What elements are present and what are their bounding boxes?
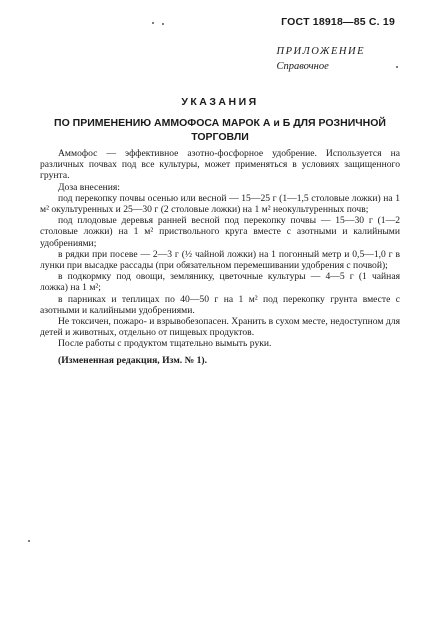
title-block xyxy=(40,96,400,144)
appendix-note: Справочное xyxy=(276,61,329,72)
paragraph: под перекопку почвы осенью или весной — 15—25 г (1—1,5 столовые ложки) на 1 м² окультуренных и 25—30 г (2 столовые ложки) на 1 м² неокультуренных почв; xyxy=(40,192,400,216)
document-body xyxy=(40,148,400,366)
appendix-label: ПРИЛОЖЕНИЕ xyxy=(276,46,365,57)
appendix-block xyxy=(277,44,366,74)
scan-speck xyxy=(28,540,30,542)
page-title: УКАЗАНИЯ xyxy=(181,96,259,108)
scan-speck xyxy=(162,23,164,25)
page-subtitle: ПО ПРИМЕНЕНИЮ АММОФОСА МАРОК А и Б ДЛЯ РОЗНИЧНОЙ ТОРГОВЛИ xyxy=(54,117,386,143)
paragraph: в рядки при посеве — 2—3 г (½ чайной ложки) на 1 погонный метр и 0,5—1,0 г в лунки при высадке рассады (при обязательном перемешивании удобрения с почвой); xyxy=(40,248,400,272)
paragraph: в подкормку под овощи, землянику, цветочные культуры — 4—5 г (1 чайная ложка) на 1 м²; xyxy=(40,271,400,294)
scan-speck xyxy=(396,66,398,68)
paragraph: под плодовые деревья ранней весной под перекопку почвы — 15—30 г (1—2 столовые ложки) на 1 м² приствольного круга вместе с азотными и калийными удобрениями; xyxy=(40,215,400,249)
paragraph: Доза внесения: xyxy=(58,181,120,193)
paragraph: Не токсичен, пожаро- и взрывобезопасен. Хранить в сухом месте, недоступном для детей и животных, отдельно от пищевых продуктов. xyxy=(40,316,400,339)
revision-note: (Измененная редакция, Изм. № 1). xyxy=(58,354,208,366)
paragraph: в парниках и теплицах по 40—50 г на 1 м² под перекопку грунта вместе с азотными и калийными удобрениями. xyxy=(40,293,400,316)
paragraph: После работы с продуктом тщательно вымыть руки. xyxy=(58,338,272,350)
paragraph: Аммофос — эффективное азотно-фосфорное удобрение. Используется на различных почвах под все культуры, может применяться в условиях защищенного грунта. xyxy=(40,148,400,182)
scan-speck xyxy=(152,22,154,24)
standard-header: ГОСТ 18918—85 С. 19 xyxy=(281,16,395,28)
